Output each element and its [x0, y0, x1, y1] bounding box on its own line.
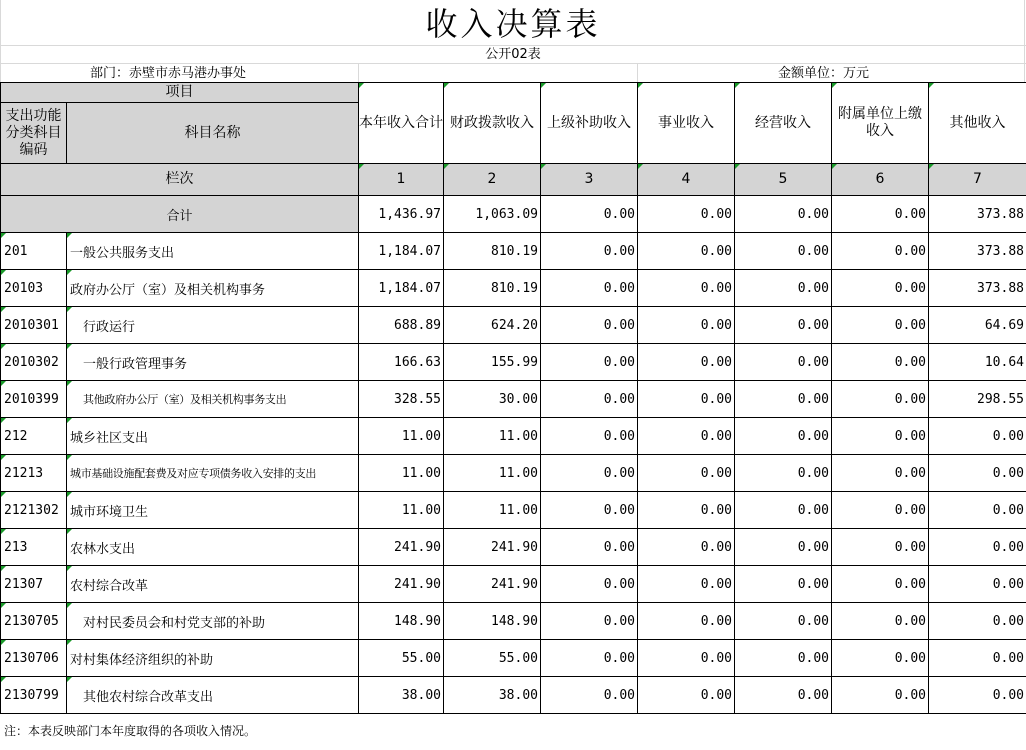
row-value: 0.00 [638, 455, 735, 492]
row-code: 20103 [1, 270, 67, 307]
row-value: 328.55 [359, 381, 444, 418]
row-value: 0.00 [735, 455, 832, 492]
row-value: 148.90 [359, 603, 444, 640]
row-code: 21213 [1, 455, 67, 492]
row-value: 0.00 [638, 603, 735, 640]
index-num: 5 [735, 164, 832, 196]
row-value: 0.00 [735, 381, 832, 418]
row-value: 0.00 [929, 492, 1026, 529]
row-value: 0.00 [638, 529, 735, 566]
table-row [1, 344, 1026, 381]
row-value: 0.00 [541, 640, 638, 677]
header-item: 项目 [1, 83, 359, 103]
index-num: 7 [929, 164, 1026, 196]
index-row [1, 164, 1026, 196]
row-value: 0.00 [541, 270, 638, 307]
row-value: 64.69 [929, 307, 1026, 344]
table-row [1, 270, 1026, 307]
row-value: 0.00 [541, 677, 638, 714]
row-value: 0.00 [832, 492, 929, 529]
header-col7: 其他收入 [929, 83, 1026, 164]
row-value: 298.55 [929, 381, 1026, 418]
header-col2: 财政拨款收入 [444, 83, 541, 164]
header-col3: 上级补助收入 [541, 83, 638, 164]
index-num: 3 [541, 164, 638, 196]
header-col1: 本年收入合计 [359, 83, 444, 164]
total-value: 0.00 [735, 196, 832, 233]
row-value: 0.00 [638, 381, 735, 418]
header-col5: 经营收入 [735, 83, 832, 164]
row-value: 0.00 [735, 603, 832, 640]
row-value: 0.00 [735, 344, 832, 381]
table-row [1, 640, 1026, 677]
row-value: 810.19 [444, 233, 541, 270]
row-code: 212 [1, 418, 67, 455]
row-value: 0.00 [541, 381, 638, 418]
table-row [1, 566, 1026, 603]
row-value: 624.20 [444, 307, 541, 344]
row-value: 55.00 [444, 640, 541, 677]
row-value: 810.19 [444, 270, 541, 307]
row-value: 0.00 [929, 640, 1026, 677]
index-label: 栏次 [1, 164, 359, 196]
row-code: 2010301 [1, 307, 67, 344]
table-row [1, 307, 1026, 344]
row-name: 农村综合改革 [67, 566, 359, 603]
row-value: 0.00 [735, 270, 832, 307]
row-value: 0.00 [638, 677, 735, 714]
row-value: 0.00 [735, 677, 832, 714]
row-value: 0.00 [929, 529, 1026, 566]
row-value: 11.00 [444, 418, 541, 455]
total-label: 合计 [1, 196, 359, 233]
row-value: 0.00 [832, 270, 929, 307]
total-value: 0.00 [541, 196, 638, 233]
row-value: 241.90 [359, 566, 444, 603]
row-code: 201 [1, 233, 67, 270]
row-value: 0.00 [541, 529, 638, 566]
row-value: 0.00 [832, 640, 929, 677]
row-code: 2130705 [1, 603, 67, 640]
row-value: 0.00 [541, 492, 638, 529]
row-name: 城乡社区支出 [67, 418, 359, 455]
row-value: 0.00 [735, 233, 832, 270]
header-name: 科目名称 [67, 103, 359, 164]
row-value: 0.00 [929, 418, 1026, 455]
table-row [1, 233, 1026, 270]
row-value: 0.00 [832, 233, 929, 270]
row-name: 其他农村综合改革支出 [67, 677, 359, 714]
row-value: 0.00 [832, 677, 929, 714]
row-value: 10.64 [929, 344, 1026, 381]
row-value: 1,184.07 [359, 270, 444, 307]
row-value: 11.00 [359, 455, 444, 492]
row-name: 政府办公厅（室）及相关机构事务 [67, 270, 359, 307]
header-col4: 事业收入 [638, 83, 735, 164]
table-number: 公开02表 [485, 47, 541, 62]
row-value: 0.00 [638, 344, 735, 381]
row-value: 30.00 [444, 381, 541, 418]
header-col6: 附属单位上缴收入 [832, 83, 929, 164]
row-value: 0.00 [735, 418, 832, 455]
row-value: 11.00 [359, 418, 444, 455]
row-value: 166.63 [359, 344, 444, 381]
row-value: 0.00 [832, 418, 929, 455]
row-value: 0.00 [638, 418, 735, 455]
row-value: 1,184.07 [359, 233, 444, 270]
row-value: 0.00 [832, 603, 929, 640]
table-row [1, 529, 1026, 566]
row-value: 0.00 [638, 566, 735, 603]
row-code: 2121302 [1, 492, 67, 529]
row-value: 38.00 [444, 677, 541, 714]
row-name: 对村民委员会和村党支部的补助 [67, 603, 359, 640]
row-code: 21307 [1, 566, 67, 603]
row-name: 对村集体经济组织的补助 [67, 640, 359, 677]
row-value: 0.00 [541, 455, 638, 492]
row-name: 一般行政管理事务 [67, 344, 359, 381]
row-code: 213 [1, 529, 67, 566]
row-value: 0.00 [638, 492, 735, 529]
row-value: 0.00 [638, 270, 735, 307]
total-value: 1,063.09 [444, 196, 541, 233]
unit-label: 金额单位：万元 [778, 66, 870, 81]
row-value: 0.00 [735, 492, 832, 529]
row-value: 373.88 [929, 270, 1026, 307]
table-row [1, 492, 1026, 529]
department-label: 部门：赤壁市赤马港办事处 [90, 66, 247, 81]
index-num: 2 [444, 164, 541, 196]
row-value: 0.00 [832, 455, 929, 492]
gridline [637, 64, 638, 82]
row-name: 农林水支出 [67, 529, 359, 566]
row-value: 11.00 [444, 492, 541, 529]
row-value: 0.00 [735, 307, 832, 344]
total-value: 0.00 [832, 196, 929, 233]
row-value: 11.00 [359, 492, 444, 529]
row-value: 0.00 [832, 307, 929, 344]
row-value: 0.00 [541, 418, 638, 455]
table-row [1, 455, 1026, 492]
row-value: 0.00 [735, 529, 832, 566]
row-value: 0.00 [541, 344, 638, 381]
table-row [1, 603, 1026, 640]
table-row [1, 418, 1026, 455]
row-value: 0.00 [929, 603, 1026, 640]
total-value: 0.00 [638, 196, 735, 233]
row-value: 38.00 [359, 677, 444, 714]
row-value: 373.88 [929, 233, 1026, 270]
row-value: 0.00 [832, 381, 929, 418]
total-row [1, 196, 1026, 233]
total-value: 1,436.97 [359, 196, 444, 233]
total-value: 373.88 [929, 196, 1026, 233]
row-code: 2130799 [1, 677, 67, 714]
row-value: 148.90 [444, 603, 541, 640]
row-value: 688.89 [359, 307, 444, 344]
row-name: 行政运行 [67, 307, 359, 344]
row-value: 0.00 [541, 603, 638, 640]
table-row [1, 381, 1026, 418]
row-value: 0.00 [735, 566, 832, 603]
row-value: 0.00 [929, 566, 1026, 603]
row-name: 其他政府办公厅（室）及相关机构事务支出 [67, 381, 359, 418]
row-code: 2010399 [1, 381, 67, 418]
header-code: 支出功能分类科目编码 [1, 103, 67, 164]
row-value: 11.00 [444, 455, 541, 492]
row-value: 0.00 [638, 233, 735, 270]
row-value: 241.90 [359, 529, 444, 566]
row-value: 241.90 [444, 529, 541, 566]
index-num: 4 [638, 164, 735, 196]
row-code: 2010302 [1, 344, 67, 381]
gridline [358, 64, 359, 82]
row-value: 0.00 [832, 344, 929, 381]
row-value: 0.00 [541, 233, 638, 270]
footnote: 注：本表反映部门本年度取得的各项收入情况。 [4, 724, 257, 738]
row-value: 0.00 [832, 529, 929, 566]
income-table [0, 82, 1026, 714]
row-value: 0.00 [929, 677, 1026, 714]
page-title: 收入决算表 [425, 5, 601, 43]
row-value: 0.00 [735, 640, 832, 677]
row-value: 0.00 [638, 307, 735, 344]
row-code: 2130706 [1, 640, 67, 677]
row-name: 城市基础设施配套费及对应专项债务收入安排的支出 [67, 455, 359, 492]
row-name: 城市环境卫生 [67, 492, 359, 529]
row-value: 0.00 [541, 566, 638, 603]
header-row [1, 83, 1026, 103]
row-value: 155.99 [444, 344, 541, 381]
table-row [1, 677, 1026, 714]
row-value: 0.00 [638, 640, 735, 677]
row-value: 55.00 [359, 640, 444, 677]
index-num: 6 [832, 164, 929, 196]
index-num: 1 [359, 164, 444, 196]
row-name: 一般公共服务支出 [67, 233, 359, 270]
row-value: 0.00 [832, 566, 929, 603]
row-value: 241.90 [444, 566, 541, 603]
row-value: 0.00 [929, 455, 1026, 492]
row-value: 0.00 [541, 307, 638, 344]
